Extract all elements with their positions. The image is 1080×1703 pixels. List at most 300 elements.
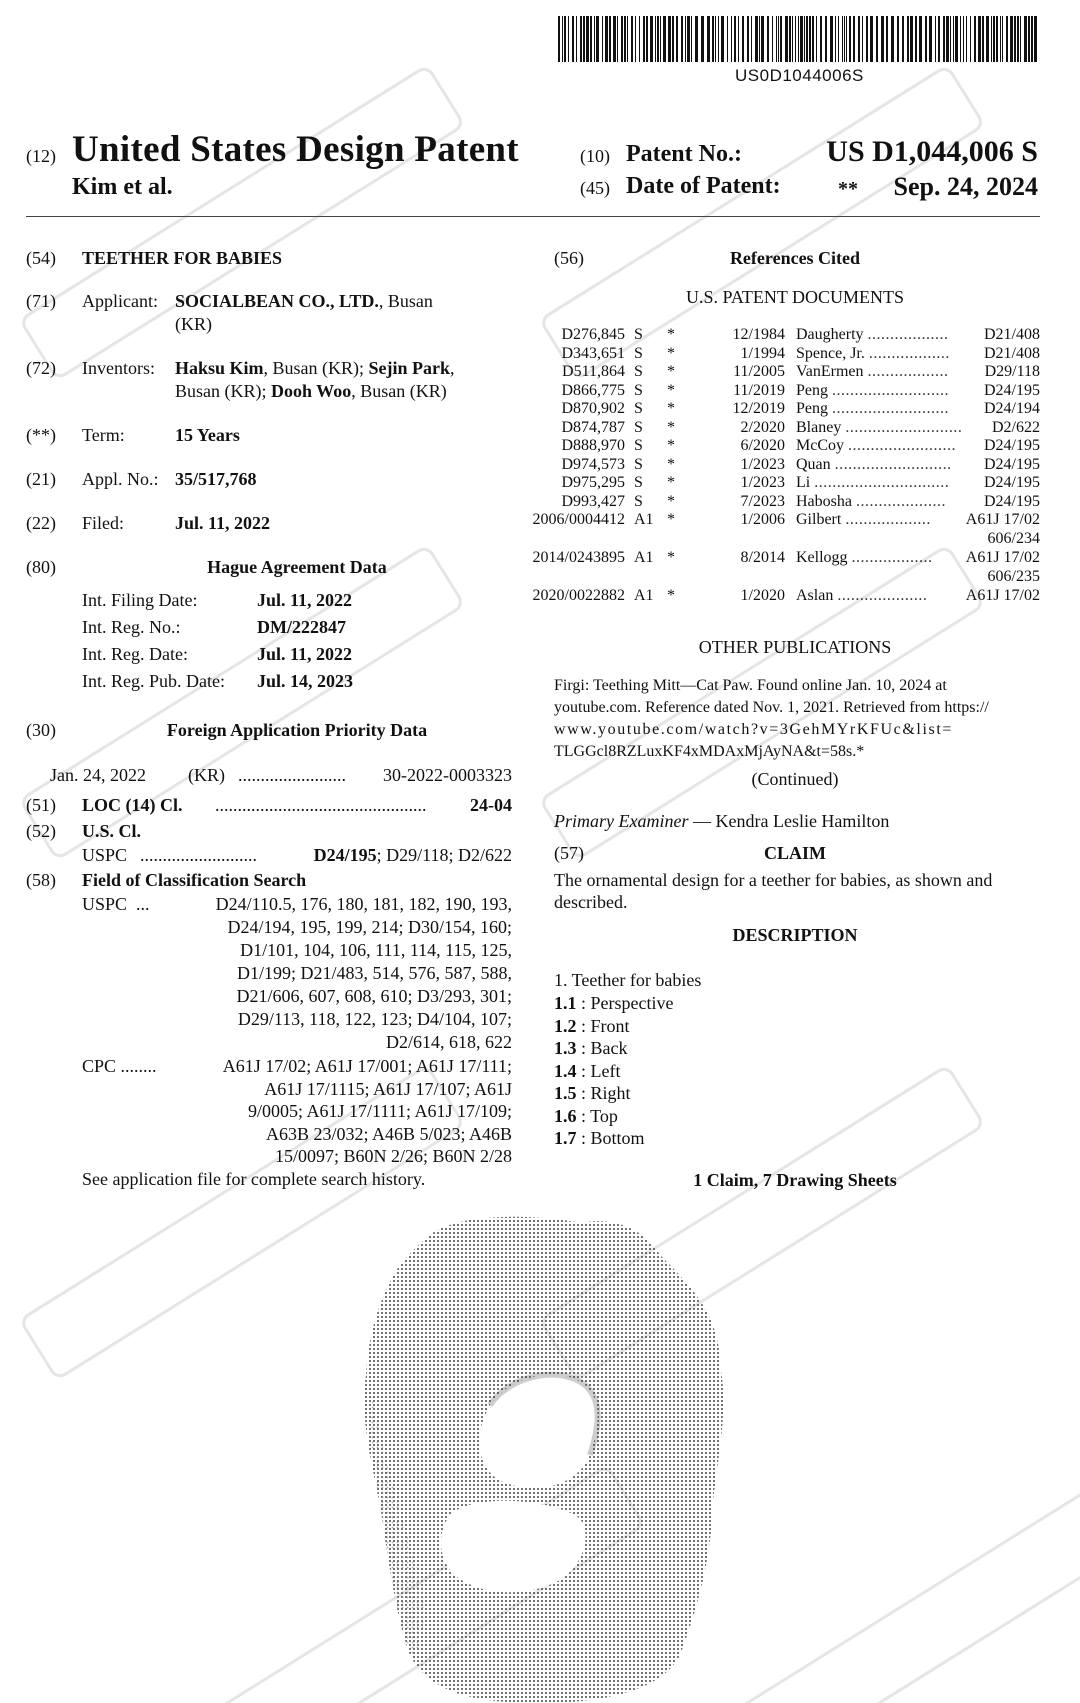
foreign-title: Foreign Application Priority Data bbox=[166, 720, 428, 740]
barcode-bar bbox=[691, 16, 692, 62]
ref-number: D888,970 bbox=[561, 437, 625, 454]
ref-name-wrap bbox=[796, 511, 931, 529]
barcode-bar bbox=[881, 16, 884, 62]
ref-star: * bbox=[667, 400, 675, 417]
ref-date: 12/1984 bbox=[732, 326, 785, 343]
barcode-bar bbox=[695, 16, 698, 62]
search-uspc-line: D1/199; D21/483, 514, 576, 587, 588, bbox=[236, 963, 512, 983]
description-item-num: 1.2 bbox=[554, 1015, 577, 1036]
filed-code: (22) bbox=[26, 513, 56, 533]
barcode-bar bbox=[650, 16, 653, 62]
foreign-number: 30-2022-0003323 bbox=[383, 765, 512, 785]
reference-row bbox=[540, 363, 1040, 382]
description-item-text: : Back bbox=[576, 1038, 628, 1058]
ref-dots: .................. bbox=[867, 363, 949, 380]
ref-number: 2020/0022882 bbox=[532, 587, 625, 604]
us-patent-docs-title: U.S. PATENT DOCUMENTS bbox=[685, 287, 905, 307]
hague-row-value: Jul. 11, 2022 bbox=[257, 644, 353, 664]
loc-value: 24-04 bbox=[470, 795, 512, 815]
hague-row-label: Int. Reg. Pub. Date: bbox=[82, 671, 225, 691]
barcode-bar bbox=[594, 16, 595, 62]
barcode-bar bbox=[919, 16, 922, 62]
loc-dots: ............................................... bbox=[215, 795, 427, 815]
teether-drawing bbox=[340, 1215, 760, 1703]
barcode-bar bbox=[1002, 16, 1003, 62]
ref-name-wrap bbox=[796, 382, 949, 400]
hague-row-value: Jul. 11, 2022 bbox=[257, 590, 353, 610]
ref-date: 7/2023 bbox=[740, 492, 785, 510]
ref-name: McCoy bbox=[796, 437, 844, 454]
barcode-bar bbox=[778, 16, 779, 62]
barcode-bar bbox=[966, 16, 967, 62]
barcode-bar bbox=[776, 16, 777, 62]
barcode-bar bbox=[621, 16, 623, 62]
barcode-bar bbox=[993, 16, 995, 62]
barcode-bar bbox=[707, 16, 710, 62]
barcode-bar bbox=[676, 16, 678, 62]
uscl-dots: .......................... bbox=[140, 845, 257, 865]
title-code: (54) bbox=[26, 248, 56, 268]
ref-kind: S bbox=[634, 326, 643, 343]
barcode-bar bbox=[643, 16, 645, 62]
ref-number: D974,573 bbox=[561, 455, 625, 473]
inventor-2: Sejin Park bbox=[368, 358, 451, 378]
description-item-text: : Front bbox=[576, 1015, 630, 1036]
hague-row-label: Int. Reg. Date: bbox=[82, 644, 188, 664]
ref-name-wrap bbox=[796, 456, 952, 474]
barcode-bar bbox=[915, 16, 917, 62]
barcode-bar bbox=[1024, 16, 1027, 62]
barcode-bar bbox=[963, 16, 964, 62]
search-code: (58) bbox=[26, 870, 56, 890]
barcode-bar bbox=[1020, 16, 1021, 62]
description-item bbox=[554, 1038, 628, 1059]
barcode-bar bbox=[668, 16, 671, 62]
ref-number: D276,845 bbox=[561, 326, 625, 343]
barcode-bar bbox=[738, 16, 739, 62]
ref-name: Daugherty bbox=[796, 326, 864, 343]
description-item-text: : Bottom bbox=[576, 1128, 645, 1148]
barcode-bar bbox=[613, 16, 616, 62]
type-code: (12) bbox=[26, 146, 56, 166]
ref-name-wrap bbox=[796, 400, 949, 418]
barcode-bar bbox=[590, 16, 592, 62]
ref-star: * bbox=[667, 326, 675, 343]
search-cpc-line: A61J 17/02; A61J 17/001; A61J 17/111; bbox=[222, 1056, 512, 1076]
barcode-bar bbox=[804, 16, 805, 62]
barcode-bar bbox=[996, 16, 998, 62]
ref-number: D975,295 bbox=[561, 474, 625, 491]
description-item-text: : Top bbox=[576, 1105, 618, 1126]
description-item bbox=[554, 1106, 618, 1127]
ref-kind: S bbox=[634, 344, 643, 362]
barcode-bar bbox=[792, 16, 793, 62]
barcode-bar bbox=[858, 16, 860, 62]
ref-name: Peng bbox=[796, 400, 828, 417]
description-item bbox=[554, 1083, 631, 1104]
other-pub-line: Firgi: Teething Mitt—Cat Paw. Found online Jan. 10, 2024 at bbox=[554, 677, 947, 694]
barcode-bar bbox=[789, 16, 791, 62]
patent-no-label: Patent No.: bbox=[626, 141, 742, 167]
ref-name: Li bbox=[796, 474, 811, 491]
description-item-num: 1.1 bbox=[554, 993, 577, 1013]
filed-label: Filed: bbox=[82, 513, 125, 533]
barcode-bar bbox=[943, 16, 945, 62]
examiner-dash: — bbox=[688, 811, 716, 831]
ref-date: 11/2005 bbox=[733, 363, 785, 380]
description-summary: 1 Claim, 7 Drawing Sheets bbox=[693, 1170, 897, 1190]
barcode-bar bbox=[830, 16, 833, 62]
barcode-bar bbox=[991, 16, 992, 62]
barcode-bar bbox=[785, 16, 788, 62]
hague-row-value: DM/222847 bbox=[257, 617, 346, 637]
barcode-bar bbox=[580, 16, 582, 62]
hague-row-value: Jul. 14, 2023 bbox=[257, 671, 354, 691]
barcode-bar bbox=[955, 16, 958, 62]
uscl-code: (52) bbox=[26, 821, 56, 841]
reference-row bbox=[540, 400, 1040, 419]
description-intro: 1. Teether for babies bbox=[554, 970, 702, 990]
ref-name: Habosha bbox=[796, 492, 852, 510]
barcode-bar bbox=[646, 16, 648, 62]
inventors-label: Inventors: bbox=[82, 358, 155, 378]
barcode-bar bbox=[978, 16, 981, 62]
description-item bbox=[554, 1061, 620, 1082]
barcode-bar bbox=[583, 16, 585, 62]
claim-title: CLAIM bbox=[764, 843, 826, 863]
other-pub-line: TLGGcl8RZLuxKF4xMDAxMjAyNA&t=58s.* bbox=[554, 743, 865, 760]
barcode-bar bbox=[602, 16, 603, 62]
barcode-bar bbox=[627, 16, 628, 62]
barcode-bar bbox=[687, 16, 690, 62]
barcode-bar bbox=[844, 16, 845, 62]
barcode-bar bbox=[816, 16, 817, 62]
barcode-bar bbox=[672, 16, 674, 62]
invention-title: TEETHER FOR BABIES bbox=[82, 248, 283, 268]
barcode-bar bbox=[835, 16, 836, 62]
search-cpc-line: 15/0097; B60N 2/26; B60N 2/28 bbox=[274, 1146, 512, 1166]
ref-name-wrap bbox=[796, 419, 962, 437]
ref-number: D866,775 bbox=[561, 381, 625, 399]
ref-name: Quan bbox=[796, 455, 831, 473]
barcode-bar bbox=[820, 16, 822, 62]
barcode-bar bbox=[986, 16, 989, 62]
ref-dots: .................. bbox=[868, 344, 950, 362]
barcode-bar bbox=[1014, 16, 1016, 62]
description-item bbox=[554, 1016, 630, 1037]
ref-kind: S bbox=[634, 492, 643, 510]
ref-date: 1/2020 bbox=[740, 587, 785, 604]
ref-dots: ................... bbox=[845, 511, 931, 528]
description-item bbox=[554, 1128, 645, 1149]
ref-name-wrap bbox=[796, 363, 949, 381]
loc-code: (51) bbox=[26, 795, 56, 815]
inventor-1-loc: , Busan (KR); bbox=[263, 358, 365, 378]
description-item bbox=[554, 993, 673, 1014]
ref-name-wrap bbox=[796, 587, 927, 605]
foreign-date: Jan. 24, 2022 bbox=[50, 765, 146, 785]
ref-class: D24/195 bbox=[984, 455, 1040, 473]
ref-kind: S bbox=[634, 381, 643, 399]
description-item-text: : Right bbox=[576, 1083, 631, 1103]
description-item-text: : Perspective bbox=[576, 993, 674, 1013]
barcode-bar bbox=[596, 16, 599, 62]
inventors-line1 bbox=[175, 358, 455, 379]
ref-star: * bbox=[667, 587, 675, 604]
search-cpc-label: CPC ........ bbox=[82, 1056, 157, 1076]
description-item-text: : Left bbox=[576, 1060, 621, 1081]
hague-row-label: Int. Filing Date: bbox=[82, 590, 198, 610]
ref-dots: .......................... bbox=[832, 400, 949, 417]
description-item-num: 1.5 bbox=[554, 1083, 577, 1103]
barcode-bar bbox=[742, 16, 744, 62]
hague-code: (80) bbox=[26, 557, 56, 577]
claim-line-1: The ornamental design for a teether for babies, as shown and bbox=[554, 870, 993, 890]
ref-star: * bbox=[667, 474, 675, 491]
ref-date: 2/2020 bbox=[740, 418, 785, 436]
header-rule bbox=[26, 216, 1040, 217]
references-title: References Cited bbox=[729, 248, 861, 268]
barcode-bar bbox=[891, 16, 894, 62]
barcode-bar bbox=[727, 16, 728, 62]
ref-kind: A1 bbox=[634, 511, 654, 528]
foreign-country: (KR) bbox=[188, 765, 225, 785]
search-uspc-line: D1/101, 104, 106, 111, 114, 115, 125, bbox=[240, 940, 512, 960]
ref-kind: A1 bbox=[634, 587, 654, 604]
barcode-bar bbox=[609, 16, 611, 62]
barcode-bar bbox=[747, 16, 749, 62]
appl-code: (21) bbox=[26, 469, 56, 489]
ref-class: D29/118 bbox=[984, 363, 1040, 380]
ref-kind: A1 bbox=[634, 549, 654, 566]
barcode-bar bbox=[759, 16, 760, 62]
ref-class: D24/195 bbox=[984, 474, 1040, 491]
date-value: Sep. 24, 2024 bbox=[893, 172, 1038, 201]
ref-name: Spence, Jr. bbox=[796, 344, 865, 362]
continued-note: (Continued) bbox=[751, 769, 839, 789]
search-uspc-label: USPC ... bbox=[82, 894, 150, 914]
claim-line-2: described. bbox=[554, 892, 628, 912]
reference-row bbox=[540, 419, 1040, 438]
barcode-bar bbox=[849, 16, 851, 62]
ref-name: VanErmen bbox=[796, 363, 864, 380]
ref-date: 1/2023 bbox=[740, 455, 785, 473]
search-uspc-line: D24/194, 195, 199, 214; D30/154, 160; bbox=[227, 917, 512, 937]
reference-row bbox=[532, 511, 1040, 547]
inventor-3: Dooh Woo bbox=[271, 381, 352, 401]
ref-date: 12/2019 bbox=[732, 400, 785, 417]
hague-title: Hague Agreement Data bbox=[207, 557, 387, 577]
ref-number: D874,787 bbox=[561, 418, 625, 436]
barcode-bar bbox=[809, 16, 811, 62]
barcode-bar bbox=[767, 16, 769, 62]
barcode-bar bbox=[842, 16, 843, 62]
other-pub-line: youtube.com. Reference dated Nov. 1, 2021. Retrieved from https:// bbox=[554, 699, 989, 716]
barcode-bar bbox=[795, 16, 796, 62]
foreign-dots: ........................ bbox=[238, 765, 346, 785]
ref-name-wrap bbox=[796, 345, 950, 363]
ref-name-wrap bbox=[796, 549, 933, 567]
barcode-bar bbox=[938, 16, 940, 62]
ref-name-wrap bbox=[796, 493, 946, 511]
ref-class-2: 606/235 bbox=[987, 568, 1040, 585]
barcode-bar bbox=[1010, 16, 1013, 62]
ref-name: Blaney bbox=[796, 418, 842, 436]
description-item-num: 1.4 bbox=[554, 1060, 577, 1081]
barcode-bar bbox=[825, 16, 827, 62]
ref-number: 2006/0004412 bbox=[532, 511, 625, 528]
barcode-bar bbox=[953, 16, 954, 62]
inventors-line2 bbox=[175, 381, 447, 402]
ref-name: Peng bbox=[796, 381, 828, 399]
inventor-1: Haksu Kim bbox=[175, 358, 264, 378]
barcode-bar bbox=[734, 16, 736, 62]
search-cpc-line: A61J 17/1115; A61J 17/107; A61J bbox=[264, 1078, 512, 1099]
other-pubs-title: OTHER PUBLICATIONS bbox=[698, 637, 892, 657]
search-title: Field of Classification Search bbox=[82, 870, 307, 890]
barcode-bar bbox=[657, 16, 659, 62]
ref-class: D24/195 bbox=[984, 381, 1040, 399]
barcode-bar bbox=[715, 16, 716, 62]
inventors-short: Kim et al. bbox=[72, 174, 173, 200]
ref-class: A61J 17/02 bbox=[965, 549, 1040, 566]
barcode-bar bbox=[876, 16, 878, 62]
ref-kind: S bbox=[634, 418, 643, 436]
inventor-2-loc2: Busan (KR); bbox=[175, 381, 267, 401]
ref-date: 11/2019 bbox=[733, 381, 785, 399]
ref-dots: .............................. bbox=[814, 474, 950, 491]
barcode-bar bbox=[663, 16, 666, 62]
applicant-value bbox=[175, 291, 433, 312]
ref-number: 2014/0243895 bbox=[532, 549, 625, 566]
barcode-bar bbox=[635, 16, 636, 62]
barcode-bar bbox=[886, 16, 888, 62]
barcode-bar bbox=[1000, 16, 1001, 62]
filed-value: Jul. 11, 2022 bbox=[175, 513, 271, 533]
ref-dots: .......................... bbox=[832, 381, 949, 399]
uscl-label: U.S. Cl. bbox=[82, 821, 142, 841]
ref-kind: S bbox=[634, 455, 643, 473]
barcode-bar bbox=[572, 16, 574, 62]
barcode-bar bbox=[960, 16, 961, 62]
barcode-bar bbox=[624, 16, 626, 62]
description-item-num: 1.3 bbox=[554, 1038, 577, 1058]
ref-class: D24/195 bbox=[984, 437, 1040, 454]
barcode-bar bbox=[564, 16, 566, 62]
reference-row bbox=[540, 382, 1040, 401]
barcode-bar bbox=[866, 16, 868, 62]
ref-name: Gilbert bbox=[796, 511, 842, 528]
ref-dots: .......................... bbox=[845, 418, 963, 436]
date-label: Date of Patent: bbox=[626, 173, 781, 199]
barcode-bar bbox=[685, 16, 686, 62]
barcode-bar bbox=[838, 16, 839, 62]
reference-row bbox=[540, 345, 1040, 364]
references-code: (56) bbox=[554, 248, 584, 268]
uscl-uspc: USPC bbox=[82, 845, 128, 865]
barcode-bar bbox=[586, 16, 589, 62]
examiner-name: Kendra Leslie Hamilton bbox=[715, 811, 890, 831]
ref-class: D21/408 bbox=[984, 326, 1040, 343]
term-code: (**) bbox=[26, 425, 56, 445]
appl-label: Appl. No.: bbox=[82, 469, 159, 489]
examiner-label: Primary Examiner bbox=[554, 811, 689, 831]
foreign-code: (30) bbox=[26, 720, 56, 740]
ref-date: 8/2014 bbox=[740, 549, 785, 566]
ref-star: * bbox=[667, 344, 675, 362]
ref-class: A61J 17/02 bbox=[965, 587, 1040, 604]
term-label: Term: bbox=[82, 425, 125, 445]
ref-class: A61J 17/02 bbox=[965, 511, 1040, 528]
ref-class: D24/194 bbox=[984, 400, 1040, 417]
barcode-bar bbox=[946, 16, 949, 62]
barcode-bar bbox=[1028, 16, 1030, 62]
barcode-bar bbox=[910, 16, 913, 62]
barcode-bar bbox=[761, 16, 764, 62]
ref-kind: S bbox=[634, 363, 643, 380]
applicant-label: Applicant: bbox=[82, 291, 158, 311]
ref-dots: .................. bbox=[867, 326, 949, 343]
barcode-bar bbox=[950, 16, 951, 62]
description-item-num: 1.6 bbox=[554, 1105, 577, 1126]
barcode-bar bbox=[558, 16, 560, 62]
barcode-bar bbox=[655, 16, 656, 62]
ref-class-2: 606/234 bbox=[987, 530, 1040, 547]
inventors-code: (72) bbox=[26, 358, 56, 378]
barcode-bar bbox=[982, 16, 984, 62]
other-pub-line: www.youtube.com/watch?v=3GehMYrKFUc&list= bbox=[554, 721, 953, 738]
search-cpc-line: 9/0005; A61J 17/1111; A61J 17/109; bbox=[247, 1101, 512, 1121]
patent-no-code: (10) bbox=[580, 146, 610, 166]
barcode-bar bbox=[639, 16, 640, 62]
barcode-bar bbox=[1034, 16, 1037, 62]
ref-star: * bbox=[667, 511, 675, 528]
ref-star: * bbox=[667, 381, 675, 399]
ref-star: * bbox=[667, 363, 675, 380]
uscl-main: D24/195 bbox=[313, 845, 377, 865]
barcode-bar bbox=[1006, 16, 1008, 62]
barcode-bar bbox=[712, 16, 714, 62]
barcode-bar bbox=[925, 16, 927, 62]
barcode-bar bbox=[812, 16, 814, 62]
loc-label: LOC (14) Cl. bbox=[82, 795, 183, 815]
barcode-bar bbox=[751, 16, 752, 62]
reference-row bbox=[540, 493, 1040, 512]
ref-class: D24/195 bbox=[984, 492, 1040, 510]
reference-row bbox=[540, 474, 1040, 493]
barcode-bar bbox=[780, 16, 782, 62]
search-note: See application file for complete search history. bbox=[82, 1169, 426, 1189]
barcode-bar bbox=[798, 16, 799, 62]
barcode-bar bbox=[605, 16, 608, 62]
barcode-bar bbox=[897, 16, 899, 62]
barcode-bar bbox=[681, 16, 683, 62]
reference-row bbox=[532, 549, 1040, 585]
inventor-3-loc: , Busan (KR) bbox=[351, 381, 447, 401]
barcode-bar bbox=[562, 16, 563, 62]
uscl-value bbox=[314, 845, 512, 866]
reference-row bbox=[540, 437, 1040, 456]
search-uspc-line: D2/614, 618, 622 bbox=[386, 1032, 512, 1052]
ref-number: D343,651 bbox=[561, 344, 625, 362]
ref-date: 6/2020 bbox=[740, 437, 785, 454]
ref-dots: ........................ bbox=[848, 437, 956, 454]
barcode-bar bbox=[617, 16, 618, 62]
search-cpc-line: A63B 23/032; A46B 5/023; A46B bbox=[265, 1123, 512, 1144]
barcode-bar bbox=[731, 16, 732, 62]
term-value: 15 Years bbox=[175, 425, 240, 445]
ref-name: Kellogg bbox=[796, 549, 848, 566]
